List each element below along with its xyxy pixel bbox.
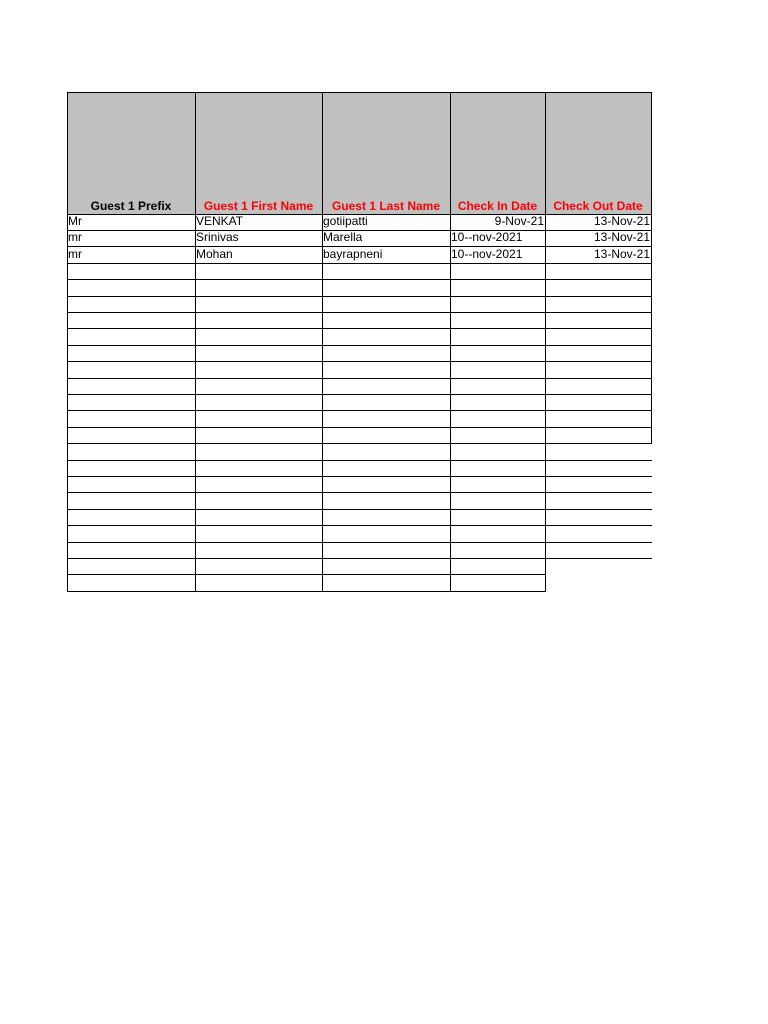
empty-cell[interactable] [450,558,545,574]
empty-cell[interactable] [195,493,322,509]
column-header-last[interactable]: Guest 1 Last Name [322,92,450,214]
cell-check-out[interactable]: 13-Nov-21 [593,230,650,245]
cell-check-out[interactable]: 13-Nov-21 [593,214,650,228]
empty-cell[interactable] [322,542,450,558]
grid-horizontal-line [67,345,652,346]
empty-cell[interactable] [67,427,195,443]
grid-horizontal-line [67,460,652,461]
empty-cell[interactable] [67,575,195,591]
empty-cell[interactable] [67,444,195,460]
empty-cell[interactable] [67,394,195,410]
cell-last[interactable]: Marella [323,230,363,245]
empty-cell[interactable] [322,558,450,574]
empty-cell[interactable] [67,345,195,361]
empty-cell[interactable] [322,378,450,394]
empty-cell[interactable] [195,394,322,410]
empty-cell[interactable] [545,476,651,492]
empty-cell[interactable] [450,263,545,279]
grid-vertical-line [67,92,68,591]
empty-cell[interactable] [195,312,322,328]
cell-check-in[interactable]: 9-Nov-21 [494,214,544,228]
empty-cell[interactable] [450,362,545,378]
empty-cell[interactable] [195,280,322,296]
empty-cell[interactable] [450,345,545,361]
empty-cell[interactable] [195,542,322,558]
grid-horizontal-line [67,410,652,411]
empty-cell[interactable] [450,460,545,476]
grid-vertical-line [322,92,323,591]
column-header-prefix[interactable]: Guest 1 Prefix [67,92,195,214]
empty-cell[interactable] [450,493,545,509]
empty-cell[interactable] [322,526,450,542]
grid-vertical-line [545,92,546,591]
empty-cell[interactable] [67,329,195,345]
empty-cell[interactable] [195,509,322,525]
empty-cell[interactable] [545,296,651,312]
empty-cell[interactable] [545,263,651,279]
grid-horizontal-line [67,394,652,395]
empty-cell[interactable] [322,345,450,361]
empty-cell[interactable] [67,296,195,312]
grid-horizontal-line [67,591,546,592]
grid-horizontal-line [67,542,652,543]
empty-cell[interactable] [322,263,450,279]
empty-cell[interactable] [322,280,450,296]
empty-cell[interactable] [322,509,450,525]
column-header-first[interactable]: Guest 1 First Name [195,92,322,214]
grid-horizontal-line [67,328,652,329]
empty-cell[interactable] [322,411,450,427]
empty-cell[interactable] [322,362,450,378]
empty-cell[interactable] [322,427,450,443]
empty-cell[interactable] [67,280,195,296]
empty-cell[interactable] [545,542,651,558]
grid-horizontal-line [67,378,652,379]
empty-cell[interactable] [450,427,545,443]
empty-cell[interactable] [322,460,450,476]
grid-horizontal-line [67,492,652,493]
grid-horizontal-line [67,263,652,264]
guest-table [67,92,652,594]
grid-horizontal-line [67,214,652,215]
empty-cell[interactable] [322,296,450,312]
grid-horizontal-line [67,246,652,247]
grid-horizontal-line [67,574,546,575]
empty-cell[interactable] [545,312,651,328]
cell-first[interactable]: Mohan [196,246,233,261]
grid-horizontal-line [67,558,652,559]
empty-cell[interactable] [67,526,195,542]
empty-cell[interactable] [545,460,651,476]
empty-cell[interactable] [450,509,545,525]
empty-cell[interactable] [322,444,450,460]
empty-cell[interactable] [67,362,195,378]
empty-cell[interactable] [322,476,450,492]
grid-horizontal-line [67,509,652,510]
empty-cell[interactable] [450,526,545,542]
empty-cell[interactable] [450,394,545,410]
empty-cell[interactable] [195,444,322,460]
cell-last[interactable]: bayrapneni [323,246,383,261]
empty-cell[interactable] [67,509,195,525]
empty-cell[interactable] [322,329,450,345]
empty-cell[interactable] [322,312,450,328]
empty-cell[interactable] [67,460,195,476]
grid-vertical-line [450,92,451,591]
grid-horizontal-line [67,296,652,297]
empty-cell[interactable] [195,296,322,312]
empty-cell[interactable] [195,558,322,574]
grid-vertical-line [195,92,196,591]
grid-horizontal-line [67,361,652,362]
empty-cell[interactable] [450,378,545,394]
empty-cell[interactable] [545,345,651,361]
empty-cell[interactable] [67,493,195,509]
empty-cell[interactable] [195,476,322,492]
empty-cell[interactable] [322,575,450,591]
grid-vertical-line [651,92,652,444]
empty-cell[interactable] [545,427,651,443]
cell-check-out[interactable]: 13-Nov-21 [593,246,650,261]
empty-cell[interactable] [195,427,322,443]
empty-cell[interactable] [450,280,545,296]
empty-cell[interactable] [545,526,651,542]
cell-prefix[interactable]: Mr [68,214,82,228]
empty-cell[interactable] [545,493,651,509]
cell-first[interactable]: Srinivas [196,230,239,245]
empty-cell[interactable] [545,509,651,525]
empty-cell[interactable] [195,575,322,591]
empty-cell[interactable] [545,378,651,394]
grid-horizontal-line [67,427,652,428]
empty-cell[interactable] [67,411,195,427]
empty-cell[interactable] [545,362,651,378]
empty-cell[interactable] [67,558,195,574]
cell-prefix[interactable]: mr [68,230,82,245]
grid-horizontal-line [67,230,652,231]
empty-cell[interactable] [195,411,322,427]
empty-cell[interactable] [195,263,322,279]
empty-cell[interactable] [195,460,322,476]
empty-cell[interactable] [545,280,651,296]
column-header-check-in[interactable]: Check In Date [450,92,545,214]
empty-cell[interactable] [545,444,651,460]
grid-horizontal-line [67,312,652,313]
cell-check-in[interactable]: 10--nov-2021 [451,230,523,245]
empty-cell[interactable] [450,476,545,492]
grid-horizontal-line [67,279,652,280]
empty-cell[interactable] [67,542,195,558]
empty-cell[interactable] [67,263,195,279]
empty-cell[interactable] [195,526,322,542]
empty-cell[interactable] [450,542,545,558]
empty-cell[interactable] [545,394,651,410]
empty-cell[interactable] [195,362,322,378]
empty-cell[interactable] [195,345,322,361]
empty-cell[interactable] [545,329,651,345]
empty-cell[interactable] [322,493,450,509]
grid-horizontal-line [67,525,652,526]
grid-horizontal-line [67,92,652,93]
grid-horizontal-line [67,476,652,477]
cell-prefix[interactable]: mr [68,246,82,261]
cell-check-in[interactable]: 10--nov-2021 [451,246,523,261]
cell-last[interactable]: gotiipatti [323,214,368,228]
empty-cell[interactable] [450,575,545,591]
empty-cell[interactable] [195,329,322,345]
empty-cell[interactable] [450,329,545,345]
empty-cell[interactable] [67,378,195,394]
empty-cell[interactable] [322,394,450,410]
empty-cell[interactable] [450,312,545,328]
empty-cell[interactable] [545,411,651,427]
empty-cell[interactable] [450,296,545,312]
grid-horizontal-line [67,443,652,444]
empty-cell[interactable] [195,378,322,394]
empty-cell[interactable] [450,411,545,427]
empty-cell[interactable] [450,444,545,460]
empty-cell[interactable] [67,312,195,328]
column-header-check-out[interactable]: Check Out Date [545,92,651,214]
cell-first[interactable]: VENKAT [196,214,244,228]
empty-cell[interactable] [67,476,195,492]
